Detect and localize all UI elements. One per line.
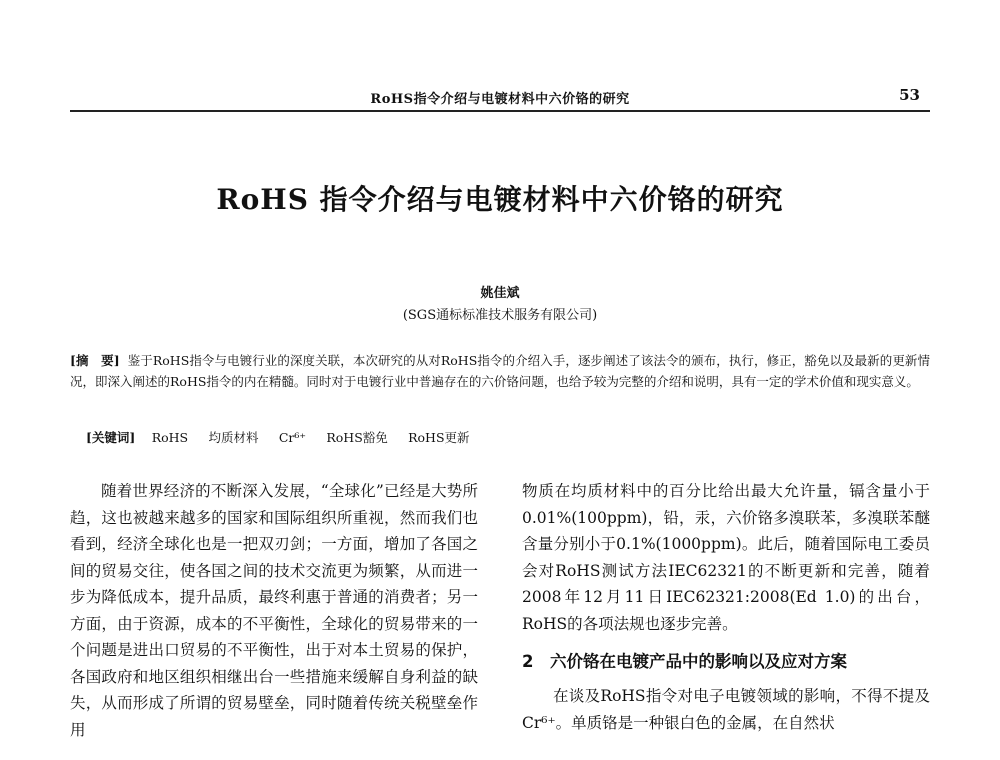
page-number: 53 xyxy=(899,86,920,104)
body-column-right xyxy=(522,478,930,736)
keyword: RoHS更新 xyxy=(408,430,470,445)
body-paragraph: 随着世界经济的不断深入发展，“全球化”已经是大势所趋，这也被越来越多的国家和国际组织所重视，然而我们也看到，经济全球化也是一把双刃剑；一方面，增加了各国之间的贸易交往，使各国之间的技术交流更为频繁，从而进一步为降低成本，提升品质，最终利惠于普通的消费者；另一方面，由于资源，成本的不平衡性，全球化的贸易带来的一个问题是进出口贸易的不平衡性，出于对本土贸易的保护，各国政府和地区组织相继出台一些措施来缓解自身利益的缺失，从而形成了所谓的贸易壁垒，同时随着传统关税壁垒作用 xyxy=(70,482,478,739)
keyword: RoHS豁免 xyxy=(326,430,388,445)
keyword: 均质材料 xyxy=(208,430,259,445)
running-header xyxy=(70,84,930,112)
body-paragraph: 物质在均质材料中的百分比给出最大允许量，镉含量小于0.01%(100ppm)，铅，汞，六价铬多溴联苯，多溴联苯醚含量分别小于0.1%(1000ppm)。此后，随着国际电工委员会对RoHS测试方法IEC62321的不断更新和完善，随着2008年12月11日IEC62321:2008(Ed 1.0)的出台，RoHS的各项法规也逐步完善。 xyxy=(522,482,930,633)
keyword: Cr⁶⁺ xyxy=(278,430,306,445)
running-title: RoHS指令介绍与电镀材料中六价铬的研究 xyxy=(370,92,630,107)
abstract-text: 鉴于RoHS指令与电镀行业的深度关联，本次研究的从对RoHS指令的介绍入手，逐步阐述了该法令的颁布，执行，修正，豁免以及最新的更新情况，即深入阐述的RoHS指令的内在精髓。同时对于电镀行业中普遍存在的六价铬问题，也给予较为完整的介绍和说明，具有一定的学术价值和现实意义。 xyxy=(70,353,930,389)
keywords-label: [关键词] xyxy=(86,430,136,445)
author-name: 姚佳斌 xyxy=(480,286,520,301)
body-column-left xyxy=(70,478,478,743)
article-title: RoHS 指令介绍与电镀材料中六价铬的研究 xyxy=(216,183,784,216)
author-affiliation: (SGS通标标准技术服务有限公司) xyxy=(402,308,598,323)
abstract-label: [摘 要] xyxy=(70,353,120,368)
section-heading: 2 六价铬在电镀产品中的影响以及应对方案 xyxy=(522,652,847,671)
abstract xyxy=(70,350,930,392)
body-paragraph: 在谈及RoHS指令对电子电镀领域的影响，不得不提及Cr⁶⁺。单质铬是一种银白色的金属，在自然状 xyxy=(522,687,930,732)
keywords xyxy=(86,428,930,448)
keyword: RoHS xyxy=(151,430,189,445)
